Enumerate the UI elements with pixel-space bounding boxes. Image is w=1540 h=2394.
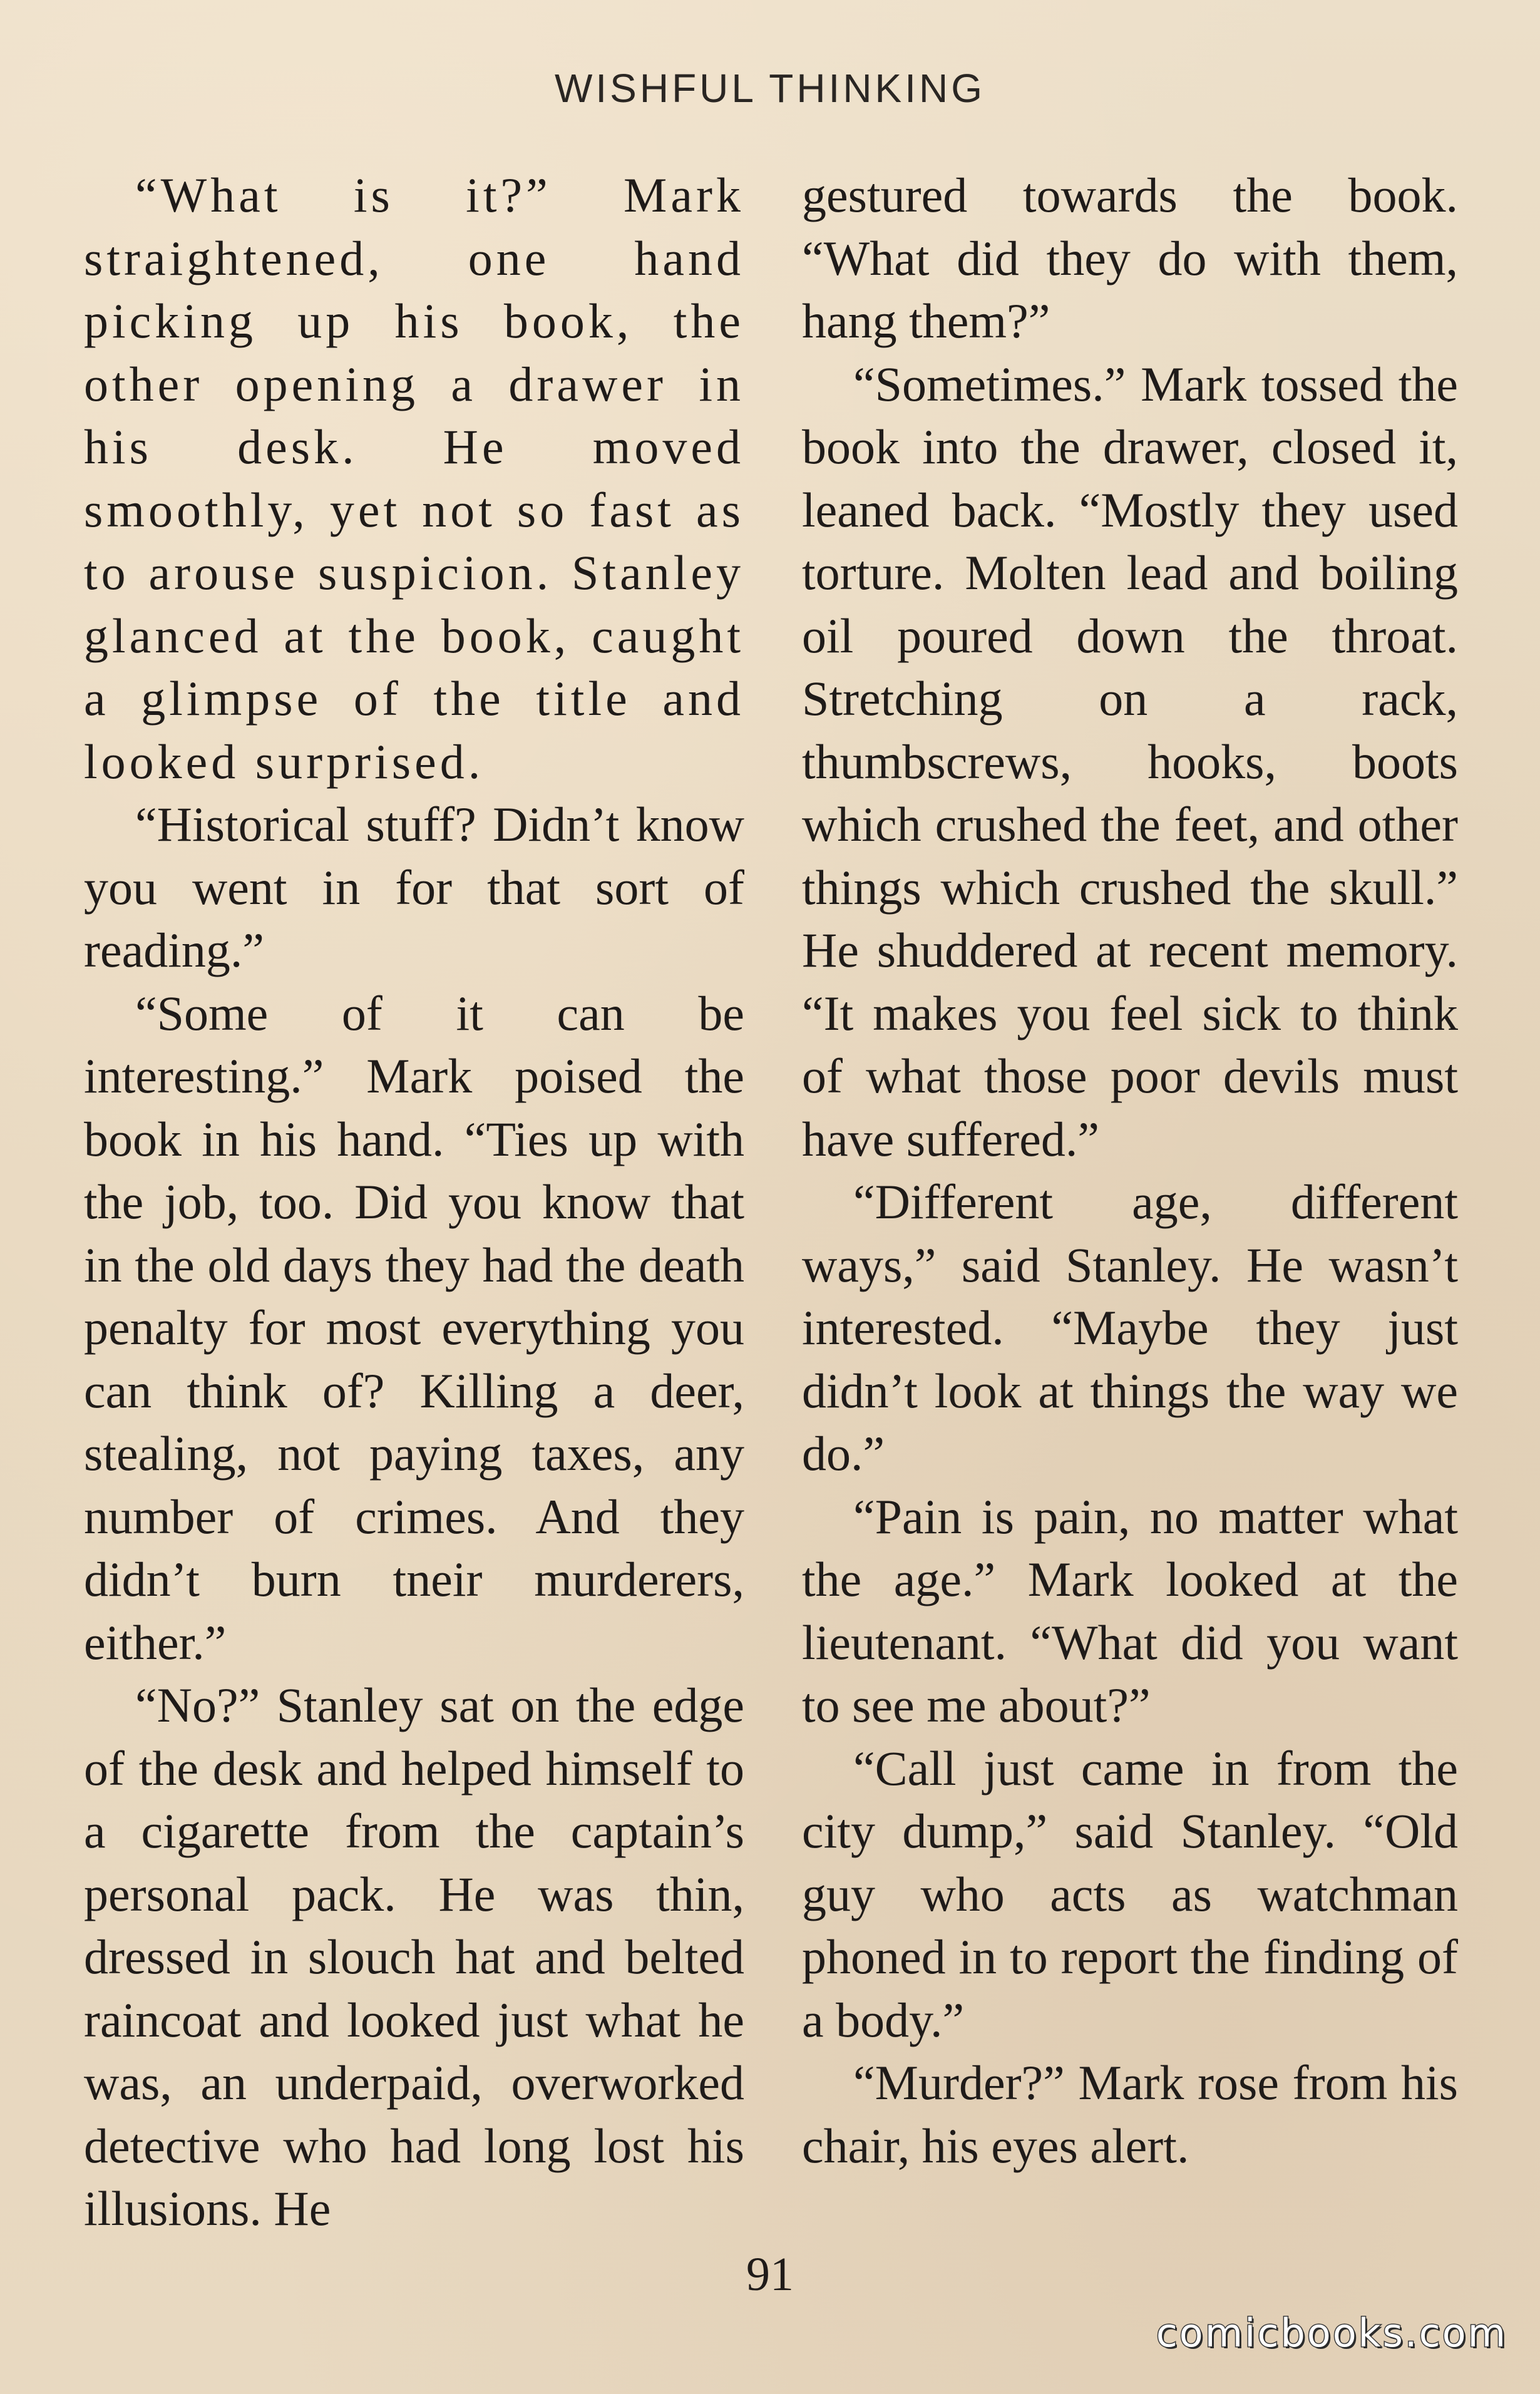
right-text-column [802, 164, 1458, 2177]
paragraph-continued: gestured towards the book. “What did they do with them, hang them?” [802, 168, 1458, 348]
paragraph: “Historical stuff? Didn’t know you went in for that sort of reading.” [84, 797, 744, 977]
paragraph: “Some of it can be interesting.” Mark poised the book in his hand. “Ties up with the job, too. Did you know that in the old days they had the death penalty for most everything you can think of? Killing a deer, stealing, not paying taxes, any number of crimes. And they didn’t burn tneir murderers, either.” [84, 985, 744, 1670]
site-watermark: comicbooks.com [1156, 2310, 1507, 2356]
paragraph: “Murder?” Mark rose from his chair, his eyes alert. [802, 2055, 1458, 2173]
paragraph: “Call just came in from the city dump,” said Stanley. “Old guy who acts as watchman phoned in to report the finding of a body.” [802, 1740, 1458, 2047]
paragraph: “Sometimes.” Mark tossed the book into the drawer, closed it, leaned back. “Mostly they used torture. Molten lead and boiling oil poured down the throat. Stretching on a rack, thumbscrews, hooks, boots which crushed the feet, and other things which crushed the skull.” He shuddered at recent memory. “It makes you feel sick to think of what those poor devils must have suffered.” [802, 356, 1458, 1166]
paragraph: “No?” Stanley sat on the edge of the desk and helped himself to a cigarette from the captain’s personal pack. He was thin, dressed in slouch hat and belted raincoat and looked just what he was, an underpaid, overworked detective who had long lost his illusions. He [84, 1678, 744, 2236]
paragraph: “Different age, different ways,” said Stanley. He wasn’t interested. “Maybe they just didn’t look at things the way we do.” [802, 1174, 1458, 1481]
running-head-title: WISHFUL THINKING [554, 66, 986, 111]
paragraph: “What is it?” Mark straightened, one hand picking up his book, the other opening a drawer in his desk. He moved smoothly, yet not so fast as to arouse suspicion. Stanley glanced at the book, caught a glimpse of the title and looked surprised. [84, 168, 744, 789]
page-number: 91 [746, 2248, 794, 2301]
left-text-column [84, 164, 744, 2241]
paragraph: “Pain is pain, no matter what the age.” Mark looked at the lieutenant. “What did you want to see me about?” [802, 1489, 1458, 1732]
